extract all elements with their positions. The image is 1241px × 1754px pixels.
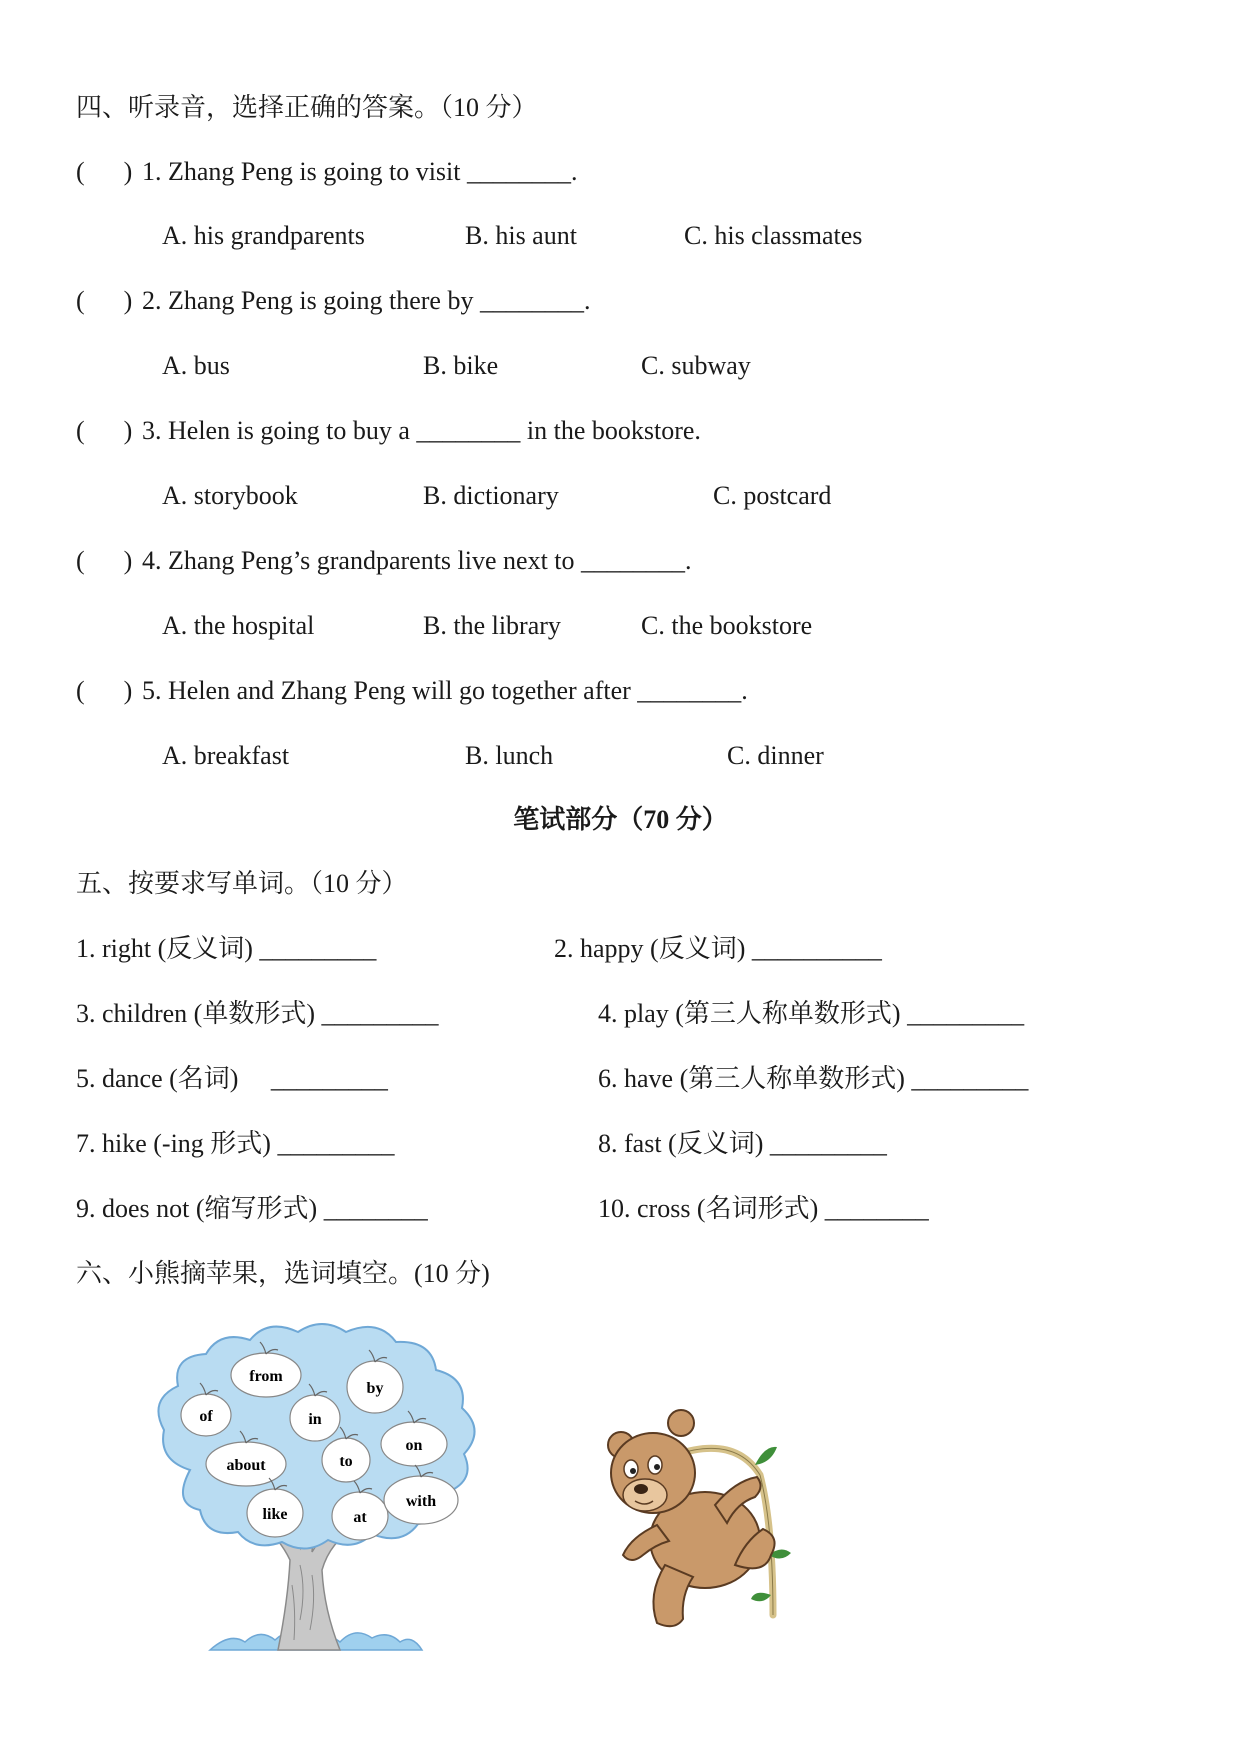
leaf xyxy=(751,1593,771,1602)
apple-word: by xyxy=(366,1380,384,1397)
question-2 xyxy=(76,285,590,317)
word-item-7[interactable]: 7. hike (-ing 形式) _________ xyxy=(76,1129,395,1158)
q3-option-a: A. storybook xyxy=(162,481,298,510)
word-item-3[interactable]: 3. children (单数形式) _________ xyxy=(76,999,439,1028)
question-1 xyxy=(76,156,578,188)
apple-word: of xyxy=(199,1408,213,1425)
q3-option-b: B. dictionary xyxy=(423,481,559,510)
question-4 xyxy=(76,545,692,577)
question-3 xyxy=(76,415,701,447)
q1-option-b: B. his aunt xyxy=(465,221,577,250)
answer-parenthesis[interactable]: ( ) xyxy=(76,416,133,445)
q5-option-b: B. lunch xyxy=(465,741,554,770)
word-item-8[interactable]: 8. fast (反义词) _________ xyxy=(598,1129,887,1158)
word-item-6[interactable]: 6. have (第三人称单数形式) _________ xyxy=(598,1064,1029,1093)
apple-word: at xyxy=(353,1509,367,1526)
q4-option-b: B. the library xyxy=(423,611,561,640)
section-4-heading: 四、听录音，选择正确的答案。（10 分） xyxy=(76,93,538,122)
apple-word: in xyxy=(308,1411,322,1428)
apple-word: about xyxy=(226,1457,266,1474)
question-5 xyxy=(76,675,748,707)
q4-option-c: C. the bookstore xyxy=(641,611,813,640)
section-5-heading: 五、按要求写单词。（10 分） xyxy=(76,869,408,898)
section-6-heading: 六、小熊摘苹果，选词填空。(10 分) xyxy=(76,1259,490,1288)
q5-option-c: C. dinner xyxy=(727,741,824,770)
written-part-title: 笔试部分（70 分） xyxy=(513,805,728,834)
q1-option-a: A. his grandparents xyxy=(162,221,365,250)
word-item-9[interactable]: 9. does not (缩写形式) ________ xyxy=(76,1194,428,1223)
q2-option-b: B. bike xyxy=(423,351,499,380)
word-item-1[interactable]: 1. right (反义词) _________ xyxy=(76,934,377,963)
q2-option-a: A. bus xyxy=(162,351,230,380)
q3-option-c: C. postcard xyxy=(713,481,832,510)
question-text: 2. Zhang Peng is going there by ________. xyxy=(142,286,591,315)
q4-option-a: A. the hospital xyxy=(162,611,315,640)
apple-word: on xyxy=(405,1437,423,1454)
bear-nose xyxy=(634,1484,648,1494)
apple-word: from xyxy=(249,1368,283,1385)
word-item-5[interactable]: 5. dance (名词) _________ xyxy=(76,1064,388,1093)
leaf xyxy=(755,1447,777,1465)
apple-word: like xyxy=(262,1506,288,1523)
bear-leg xyxy=(653,1565,693,1626)
answer-parenthesis[interactable]: ( ) xyxy=(76,157,133,186)
question-text: 4. Zhang Peng’s grandparents live next to ________. xyxy=(142,546,692,575)
question-text: 3. Helen is going to buy a ________ in the bookstore. xyxy=(142,416,701,445)
apple-word: with xyxy=(405,1493,437,1510)
q1-option-c: C. his classmates xyxy=(684,221,863,250)
bear-illustration xyxy=(595,1405,815,1635)
q5-option-a: A. breakfast xyxy=(162,741,290,770)
bear-muzzle xyxy=(623,1479,667,1511)
apple-word: to xyxy=(339,1453,353,1470)
bear-ear xyxy=(668,1410,694,1436)
question-text: 5. Helen and Zhang Peng will go together after ________. xyxy=(142,676,748,705)
word-item-4[interactable]: 4. play (第三人称单数形式) _________ xyxy=(598,999,1025,1028)
apple-tree-illustration xyxy=(150,1320,520,1660)
question-text: 1. Zhang Peng is going to visit ________. xyxy=(142,157,578,186)
q2-option-c: C. subway xyxy=(641,351,751,380)
answer-parenthesis[interactable]: ( ) xyxy=(76,546,133,575)
word-item-2[interactable]: 2. happy (反义词) __________ xyxy=(554,934,882,963)
word-item-10[interactable]: 10. cross (名词形式) ________ xyxy=(598,1194,929,1223)
answer-parenthesis[interactable]: ( ) xyxy=(76,286,133,315)
answer-parenthesis[interactable]: ( ) xyxy=(76,676,133,705)
